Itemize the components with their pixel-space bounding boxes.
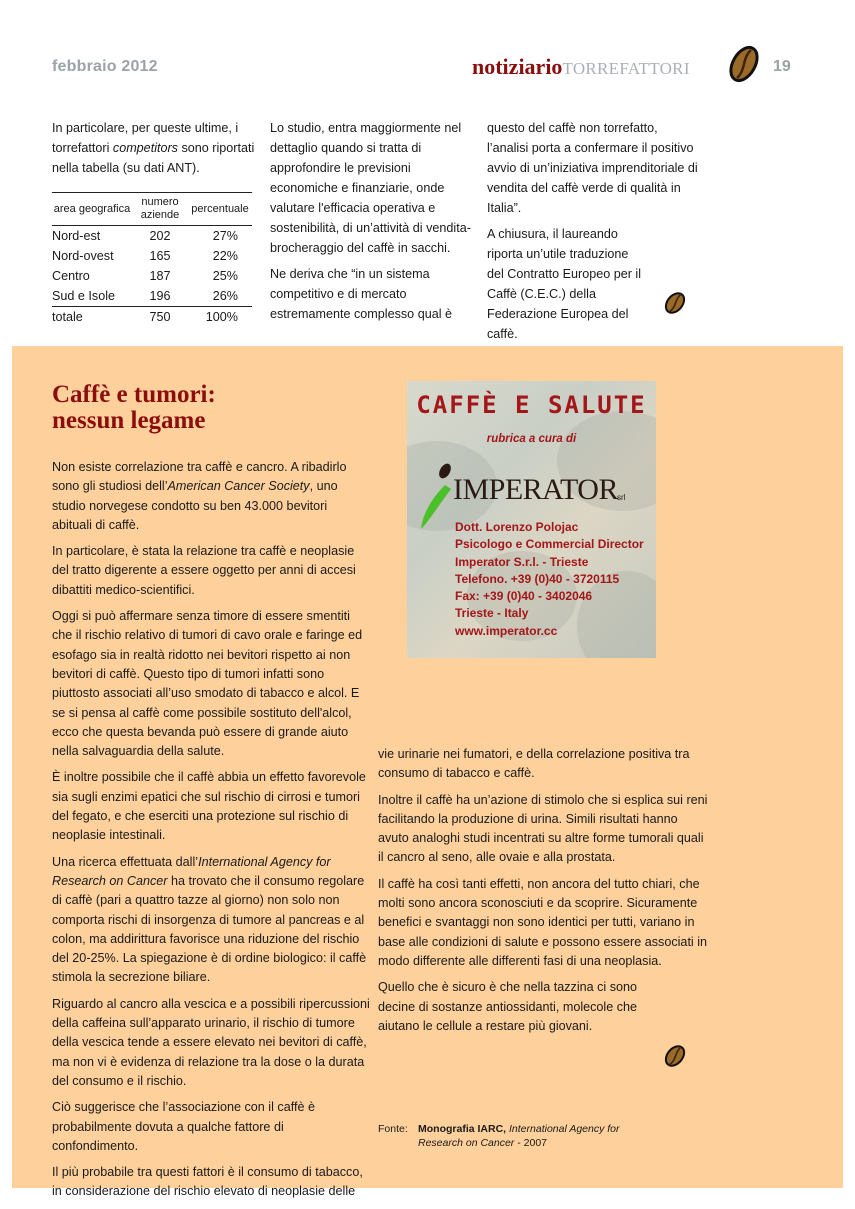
paragraph: Il più probabile tra questi fattori è il consumo di tabacco, in considerazione del rischio elevato di neoplasie delle (52, 1165, 363, 1199)
total-percent: 100% (188, 307, 252, 328)
ad-line: Psicologo e Commercial Director (455, 537, 644, 552)
cell-count: 165 (149, 249, 171, 263)
source-bold: Monografia IARC, (418, 1123, 507, 1135)
cell-area: Sud e Isole (52, 289, 116, 303)
paragraph: questo del caffè non torrefatto, l’analisi porta a confermare il positivo avvio di un’iniziativa imprenditoriale di vendita del caffè verde di qualità in Italia”. (487, 121, 698, 215)
total-label: totale (52, 307, 132, 328)
page-number: 19 (773, 58, 791, 75)
cell-count: 202 (149, 229, 171, 243)
ad-line: Imperator S.r.l. - Trieste (455, 554, 589, 569)
cell-percent: 22% (212, 249, 238, 263)
text: Non esiste correlazione tra caffè e cancro. A ribadirlo sono gli studiosi dell’ (52, 460, 347, 494)
title-line-1: Caffè e tumori: (52, 381, 216, 408)
header-count: numero aziende (132, 193, 188, 226)
table-row (52, 226, 252, 247)
intro-text-end: sono riportati nella tabella (su dati ANT). (52, 141, 255, 175)
table-header-row (52, 193, 252, 226)
ad-brand-suffix: srl (617, 493, 626, 502)
top-article-column-1 (52, 118, 257, 327)
paragraph (52, 853, 370, 988)
intro-text: In particolare, per queste ultime, i torrefattori (52, 121, 239, 155)
paragraph: A chiusura, il laureando riporta un’utile traduzione del Contratto Europeo per il Caffè (C.E.C.) della Federazione Europea del caffè. (487, 227, 642, 341)
paragraph: Ciò suggerisce che l’associazione con il caffè è probabilmente dovuta a qualche fattore di confondimento. (52, 1100, 315, 1153)
top-article-column-2 (270, 118, 475, 330)
paragraph: Inoltre il caffè ha un’azione di stimolo che si esplica sui reni facilitando la produzione di urina. Simili risultati hanno avuto analoghi studi incentrati su altre forme tumorali quali il cancro al seno, alle ovaie e alla prostata. (378, 792, 708, 865)
source-italic: Research on Cancer (418, 1137, 515, 1149)
paragraph: Quello che è sicuro è che nella tazzina ci sono decine di sostanze antiossidanti, molecole che aiutano le cellule a restare più giovani. (378, 980, 638, 1033)
paragraph: Riguardo al cancro alla vescica e a possibili ripercussioni della caffeina sull’apparato urinario, il rischio di tumore della vescica tende a essere elevato nei bevitori di caffè, ma non vi è evidenza di relazione tra la dose o la durata del consumo e il rischio. (52, 996, 370, 1088)
source-year: - 2007 (514, 1137, 548, 1149)
paragraph: È inoltre possibile che il caffè abbia un effetto favorevole sia sugli enzimi epatici che sul rischio di cirrosi e tumori del fegato, e che eserciti una protezione sul rischio di neoplasie intestinali. (52, 770, 366, 843)
feature-title (52, 382, 216, 434)
ad-subtitle: rubrica a cura di (486, 433, 577, 445)
table-row (52, 286, 252, 307)
ad-title: CAFFÈ E SALUTE (416, 391, 647, 419)
source-note (378, 1122, 620, 1150)
ad-line: Fax: +39 (0)40 - 3402046 (455, 589, 593, 604)
coffee-bean-end-icon (662, 1043, 688, 1069)
imperator-logo-icon (415, 461, 455, 533)
cell-area: Centro (52, 269, 90, 283)
text: , uno studio norvegese condotto su ben 43.000 bevitori abituali di caffè. (52, 479, 338, 532)
paragraph: Oggi si può affermare senza timore di essere smentiti che il rischio relativo di tumori di cavo orale e faringe ed esofago sia in realtà ridotto nei bevitori rispetto ai non bevitori di caffè. Questo tipo di tumori infatti sono piuttosto associati all’uso smodato di tabacco e alcol. E se si pensa al caffè come possibile sostituto dell'alcol, ecco che questa bevanda può essere di grande aiuto nella salvaguardia della salute. (52, 609, 363, 759)
paragraph: Lo studio, entra maggiormente nel dettaglio quando si tratta di approfondire le previsioni economiche e finanziarie, onde valutare l'efficacia operativa e sostenibilità, di un’attività di vendita-brocheraggio del caffè in sacchi. (270, 121, 471, 255)
coffee-bean-icon (724, 44, 764, 84)
title-line-2: nessun legame (52, 407, 206, 434)
intro-italic: competitors (112, 141, 178, 155)
caffe-e-salute-ad (407, 381, 656, 658)
publication-title (472, 54, 690, 80)
table-intro (52, 118, 257, 178)
brand-primary: notiziario (472, 54, 563, 79)
ad-line: Dott. Lorenzo Polojac (455, 520, 579, 534)
source-label: Fonte: (378, 1123, 408, 1135)
total-count: 750 (132, 307, 188, 328)
ad-brand: IMPERATOR (453, 473, 618, 506)
issue-date: febbraio 2012 (52, 58, 158, 75)
text: ha trovato che il consumo regolare di caffè (pari a quattro tazze al giorno) non solo non comporta rischi di insorgenza di tumore al pancreas e al colon, ma addirittura favorisce una riduzione del rischio del 20-25%. La spiegazione è di ordine biologico: il caffè stimola la secrezione biliare. (52, 873, 367, 985)
coffee-bean-end-icon (662, 290, 688, 316)
competitors-table (52, 192, 252, 327)
source-italic: International Agency for (506, 1123, 620, 1135)
ad-line: Trieste - Italy (455, 606, 529, 621)
italic-text: International Agency for Research on Cancer (52, 854, 331, 888)
ad-contact-lines (455, 519, 644, 640)
cell-percent: 26% (212, 289, 238, 303)
table-total-row (52, 307, 252, 328)
ad-website-link[interactable]: www.imperator.cc (455, 623, 558, 638)
cell-count: 196 (149, 289, 171, 303)
italic-text: American Cancer Society (167, 479, 310, 494)
feature-column-1 (52, 458, 370, 1209)
paragraph: vie urinarie nei fumatori, e della correlazione positiva tra consumo di tabacco e caffè. (378, 747, 690, 781)
header-percent: percentuale (188, 193, 252, 226)
feature-column-2 (378, 745, 708, 1043)
cell-count: 187 (149, 269, 171, 283)
paragraph: Ne deriva che “in un sistema competitivo e di mercato estremamente complesso qual è (270, 267, 453, 321)
paragraph (52, 458, 370, 535)
cell-area: Nord-est (52, 229, 101, 243)
text: Una ricerca effettuata dall’ (52, 854, 199, 869)
paragraph: In particolare, è stata la relazione tra caffè e neoplasie del tratto digerente a essere oggetto per anni di accesi dibattiti medico-scientifici. (52, 544, 356, 597)
brand-secondary: TORREFATTORI (562, 59, 690, 78)
table-row (52, 246, 252, 266)
cell-percent: 25% (212, 269, 238, 283)
ad-line: Telefono. +39 (0)40 - 3720115 (455, 571, 620, 586)
paragraph: Il caffè ha così tanti effetti, non ancora del tutto chiari, che molti sono ancora sconosciuti e da scoprire. Sicuramente benefici e svantaggi non sono identici per tutti, variano in base alle condizioni di salute e possono essere associati in modo differente alle differenti fasi di una neoplasia. (378, 876, 708, 968)
cell-area: Nord-ovest (52, 249, 114, 263)
cell-percent: 27% (212, 229, 238, 243)
header-area: area geografica (52, 193, 132, 226)
table-row (52, 266, 252, 286)
